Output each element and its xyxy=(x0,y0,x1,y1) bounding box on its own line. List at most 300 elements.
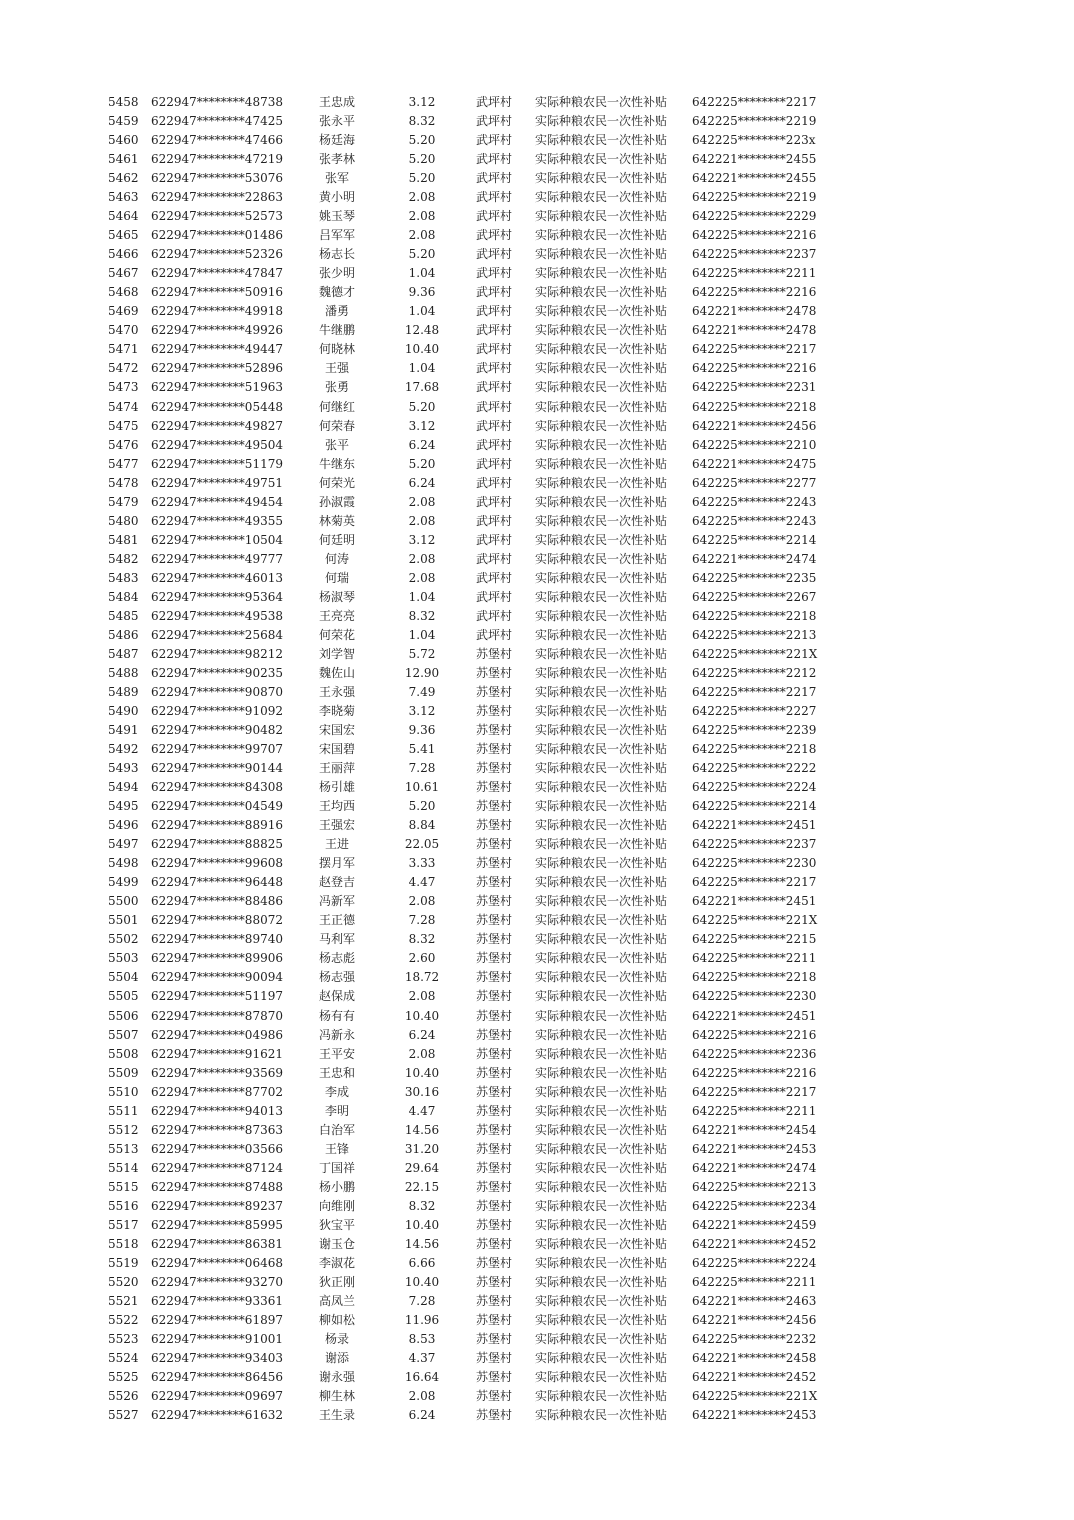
farmer-name: 杨廷海 xyxy=(318,133,355,148)
bank-card-number: 622947********87363 xyxy=(151,1122,283,1137)
subsidy-type: 实际种粮农民一次性补贴 xyxy=(535,475,668,490)
id-card-number: 642225********2211 xyxy=(692,1274,817,1289)
table-row xyxy=(0,759,1074,778)
subsidy-type: 实际种粮农民一次性补贴 xyxy=(535,1408,668,1423)
farmer-name: 宋国碧 xyxy=(318,742,355,757)
row-number: 5467 xyxy=(108,266,139,281)
bank-card-number: 622947********61632 xyxy=(151,1408,283,1423)
subsidy-amount: 7.28 xyxy=(408,761,436,776)
subsidy-amount: 2.08 xyxy=(408,209,436,224)
subsidy-amount: 2.08 xyxy=(408,989,436,1004)
id-card-number: 642225********2243 xyxy=(692,513,817,528)
farmer-name: 谢添 xyxy=(324,1351,349,1366)
farmer-name: 赵登吉 xyxy=(318,875,355,890)
village-name: 苏堡村 xyxy=(476,665,513,680)
subsidy-type: 实际种粮农民一次性补贴 xyxy=(535,799,668,814)
id-card-number: 642225********2219 xyxy=(692,114,817,129)
farmer-name: 何廷明 xyxy=(318,532,355,547)
id-card-number: 642225********2211 xyxy=(692,266,817,281)
subsidy-amount: 5.20 xyxy=(408,799,436,814)
village-name: 武坪村 xyxy=(476,209,513,224)
farmer-name: 向维刚 xyxy=(318,1198,355,1213)
bank-card-number: 622947********46013 xyxy=(151,570,283,585)
subsidy-amount: 5.20 xyxy=(408,399,436,414)
subsidy-amount: 3.12 xyxy=(408,418,436,433)
id-card-number: 642225********2214 xyxy=(692,532,817,547)
bank-card-number: 622947********04986 xyxy=(151,1027,283,1042)
row-number: 5497 xyxy=(108,837,139,852)
village-name: 武坪村 xyxy=(476,437,513,452)
subsidy-type: 实际种粮农民一次性补贴 xyxy=(535,665,668,680)
bank-card-number: 622947********03566 xyxy=(151,1141,283,1156)
subsidy-type: 实际种粮农民一次性补贴 xyxy=(535,304,668,319)
subsidy-type: 实际种粮农民一次性补贴 xyxy=(535,266,668,281)
id-card-number: 642221********2451 xyxy=(692,1008,817,1023)
table-row xyxy=(0,1102,1074,1121)
village-name: 武坪村 xyxy=(476,513,513,528)
id-card-number: 642225********221X xyxy=(692,913,818,928)
subsidy-amount: 10.40 xyxy=(404,1217,440,1232)
id-card-number: 642225********2216 xyxy=(692,361,817,376)
farmer-name: 谢永强 xyxy=(318,1370,355,1385)
subsidy-type: 实际种粮农民一次性补贴 xyxy=(535,837,668,852)
table-row xyxy=(0,1064,1074,1083)
farmer-name: 王生录 xyxy=(318,1408,355,1423)
village-name: 武坪村 xyxy=(476,551,513,566)
subsidy-amount: 10.61 xyxy=(404,780,440,795)
village-name: 苏堡村 xyxy=(476,761,513,776)
subsidy-amount: 5.20 xyxy=(408,133,436,148)
id-card-number: 642225********221X xyxy=(692,646,818,661)
farmer-name: 王丽萍 xyxy=(318,761,355,776)
farmer-name: 杨录 xyxy=(324,1332,349,1347)
bank-card-number: 622947********88916 xyxy=(151,818,283,833)
row-number: 5461 xyxy=(108,152,139,167)
id-card-number: 642221********2455 xyxy=(692,152,817,167)
bank-card-number: 622947********52326 xyxy=(151,247,283,262)
row-number: 5511 xyxy=(108,1103,139,1118)
subsidy-type: 实际种粮农民一次性补贴 xyxy=(535,951,668,966)
id-card-number: 642225********2216 xyxy=(692,228,817,243)
bank-card-number: 622947********89237 xyxy=(151,1198,283,1213)
bank-card-number: 622947********93403 xyxy=(151,1351,283,1366)
subsidy-type: 实际种粮农民一次性补贴 xyxy=(535,761,668,776)
bank-card-number: 622947********01486 xyxy=(151,228,283,243)
village-name: 武坪村 xyxy=(476,608,513,623)
subsidy-type: 实际种粮农民一次性补贴 xyxy=(535,932,668,947)
row-number: 5468 xyxy=(108,285,139,300)
subsidy-type: 实际种粮农民一次性补贴 xyxy=(535,608,668,623)
village-name: 武坪村 xyxy=(476,266,513,281)
bank-card-number: 622947********61897 xyxy=(151,1313,283,1327)
subsidy-type: 实际种粮农民一次性补贴 xyxy=(535,780,668,795)
row-number: 5504 xyxy=(108,970,139,985)
row-number: 5518 xyxy=(108,1236,139,1251)
village-name: 苏堡村 xyxy=(476,818,513,833)
subsidy-type: 实际种粮农民一次性补贴 xyxy=(535,723,668,738)
id-card-number: 642225********2217 xyxy=(692,95,817,109)
id-card-number: 642225********2215 xyxy=(692,932,817,947)
table-row xyxy=(0,169,1074,188)
village-name: 苏堡村 xyxy=(476,1255,513,1270)
row-number: 5496 xyxy=(108,818,139,833)
id-card-number: 642225********2216 xyxy=(692,1027,817,1042)
bank-card-number: 622947********52896 xyxy=(151,361,283,376)
id-card-number: 642225********2222 xyxy=(692,761,817,776)
id-card-number: 642225********2234 xyxy=(692,1198,817,1213)
table-row xyxy=(0,1235,1074,1254)
village-name: 苏堡村 xyxy=(476,1198,513,1213)
farmer-name: 王正德 xyxy=(318,913,355,928)
farmer-name: 李明 xyxy=(324,1103,349,1118)
row-number: 5502 xyxy=(108,932,139,947)
row-number: 5458 xyxy=(108,95,139,109)
village-name: 武坪村 xyxy=(476,494,513,509)
subsidy-type: 实际种粮农民一次性补贴 xyxy=(535,913,668,928)
subsidy-type: 实际种粮农民一次性补贴 xyxy=(535,532,668,547)
id-card-number: 642221********2478 xyxy=(692,304,817,319)
table-row xyxy=(0,892,1074,911)
row-number: 5519 xyxy=(108,1255,139,1270)
village-name: 武坪村 xyxy=(476,342,513,357)
table-row xyxy=(0,112,1074,131)
row-number: 5508 xyxy=(108,1046,139,1061)
subsidy-type: 实际种粮农民一次性补贴 xyxy=(535,190,668,205)
table-row xyxy=(0,797,1074,816)
bank-card-number: 622947********51963 xyxy=(151,380,283,395)
subsidy-type: 实际种粮农民一次性补贴 xyxy=(535,380,668,395)
row-number: 5512 xyxy=(108,1122,139,1137)
village-name: 武坪村 xyxy=(476,152,513,167)
farmer-name: 何涛 xyxy=(324,551,349,566)
village-name: 苏堡村 xyxy=(476,837,513,852)
table-row xyxy=(0,1178,1074,1197)
subsidy-amount: 1.04 xyxy=(408,361,436,376)
subsidy-amount: 6.24 xyxy=(408,475,436,490)
village-name: 武坪村 xyxy=(476,190,513,205)
row-number: 5493 xyxy=(108,761,139,776)
bank-card-number: 622947********53076 xyxy=(151,171,283,186)
village-name: 苏堡村 xyxy=(476,704,513,718)
farmer-name: 林菊英 xyxy=(318,513,355,528)
subsidy-type: 实际种粮农民一次性补贴 xyxy=(535,970,668,985)
village-name: 苏堡村 xyxy=(476,780,513,795)
id-card-number: 642221********2456 xyxy=(692,1313,817,1327)
table-row xyxy=(0,702,1074,721)
village-name: 苏堡村 xyxy=(476,1274,513,1289)
row-number: 5521 xyxy=(108,1293,139,1308)
subsidy-amount: 10.40 xyxy=(404,1274,440,1289)
table-row xyxy=(0,1349,1074,1368)
table-row xyxy=(0,1197,1074,1216)
id-card-number: 642225********2231 xyxy=(692,380,817,395)
bank-card-number: 622947********93569 xyxy=(151,1065,283,1080)
table-row xyxy=(0,131,1074,150)
table-row xyxy=(0,1140,1074,1159)
farmer-name: 李晓菊 xyxy=(318,704,355,718)
village-name: 苏堡村 xyxy=(476,1389,513,1404)
table-row xyxy=(0,987,1074,1006)
row-number: 5481 xyxy=(108,532,139,547)
row-number: 5470 xyxy=(108,323,139,338)
table-row xyxy=(0,245,1074,264)
id-card-number: 642221********2459 xyxy=(692,1217,817,1232)
row-number: 5503 xyxy=(108,951,139,966)
id-card-number: 642221********2456 xyxy=(692,418,817,433)
bank-card-number: 622947********89906 xyxy=(151,951,283,966)
farmer-name: 杨志强 xyxy=(318,970,355,985)
bank-card-number: 622947********04549 xyxy=(151,799,283,814)
row-number: 5510 xyxy=(108,1084,139,1099)
subsidy-amount: 12.90 xyxy=(404,665,440,680)
village-name: 苏堡村 xyxy=(476,1122,513,1137)
village-name: 苏堡村 xyxy=(476,1217,513,1232)
id-card-number: 642225********2217 xyxy=(692,684,817,699)
bank-card-number: 622947********90482 xyxy=(151,723,283,738)
table-row xyxy=(0,930,1074,949)
id-card-number: 642225********2237 xyxy=(692,837,817,852)
village-name: 武坪村 xyxy=(476,171,513,186)
table-row xyxy=(0,302,1074,321)
subsidy-amount: 2.08 xyxy=(408,190,436,205)
id-card-number: 642225********2243 xyxy=(692,494,817,509)
bank-card-number: 622947********90144 xyxy=(151,761,283,776)
farmer-name: 杨有有 xyxy=(318,1008,355,1023)
village-name: 苏堡村 xyxy=(476,875,513,890)
row-number: 5484 xyxy=(108,589,139,604)
id-card-number: 642225********2237 xyxy=(692,247,817,262)
table-row xyxy=(0,1406,1074,1425)
bank-card-number: 622947********47425 xyxy=(151,114,283,129)
farmer-name: 摆月军 xyxy=(318,856,355,871)
subsidy-type: 实际种粮农民一次性补贴 xyxy=(535,152,668,167)
subsidy-type: 实际种粮农民一次性补贴 xyxy=(535,285,668,300)
subsidy-amount: 8.32 xyxy=(408,932,436,947)
subsidy-type: 实际种粮农民一次性补贴 xyxy=(535,742,668,757)
subsidy-amount: 10.40 xyxy=(404,1008,440,1023)
bank-card-number: 622947********49454 xyxy=(151,494,283,509)
id-card-number: 642225********2218 xyxy=(692,399,817,414)
row-number: 5466 xyxy=(108,247,139,262)
table-row xyxy=(0,283,1074,302)
table-row xyxy=(0,854,1074,873)
subsidy-amount: 8.53 xyxy=(408,1332,436,1347)
id-card-number: 642221********2463 xyxy=(692,1293,817,1308)
subsidy-amount: 4.47 xyxy=(408,1103,436,1118)
village-name: 苏堡村 xyxy=(476,742,513,757)
row-number: 5464 xyxy=(108,209,139,224)
row-number: 5522 xyxy=(108,1313,139,1327)
subsidy-type: 实际种粮农民一次性补贴 xyxy=(535,1217,668,1232)
subsidy-type: 实际种粮农民一次性补贴 xyxy=(535,114,668,129)
row-number: 5460 xyxy=(108,133,139,148)
id-card-number: 642225********2213 xyxy=(692,627,817,642)
subsidy-amount: 10.40 xyxy=(404,1065,440,1080)
village-name: 苏堡村 xyxy=(476,1370,513,1385)
village-name: 武坪村 xyxy=(476,399,513,414)
id-card-number: 642225********2224 xyxy=(692,1255,817,1270)
id-card-number: 642225********2229 xyxy=(692,209,817,224)
subsidy-type: 实际种粮农民一次性补贴 xyxy=(535,513,668,528)
bank-card-number: 622947********87702 xyxy=(151,1084,283,1099)
village-name: 苏堡村 xyxy=(476,684,513,699)
subsidy-type: 实际种粮农民一次性补贴 xyxy=(535,399,668,414)
row-number: 5479 xyxy=(108,494,139,509)
id-card-number: 642225********2214 xyxy=(692,799,817,814)
table-row xyxy=(0,1254,1074,1273)
subsidy-type: 实际种粮农民一次性补贴 xyxy=(535,989,668,1004)
subsidy-type: 实际种粮农民一次性补贴 xyxy=(535,1274,668,1289)
table-row xyxy=(0,359,1074,378)
village-name: 苏堡村 xyxy=(476,1408,513,1423)
id-card-number: 642225********2277 xyxy=(692,475,817,490)
table-row xyxy=(0,1273,1074,1292)
table-row xyxy=(0,1368,1074,1387)
row-number: 5513 xyxy=(108,1141,139,1156)
id-card-number: 642225********2212 xyxy=(692,665,817,680)
subsidy-amount: 16.64 xyxy=(404,1370,440,1385)
row-number: 5463 xyxy=(108,190,139,205)
id-card-number: 642225********2218 xyxy=(692,742,817,757)
village-name: 武坪村 xyxy=(476,247,513,262)
table-row xyxy=(0,721,1074,740)
subsidy-type: 实际种粮农民一次性补贴 xyxy=(535,1027,668,1042)
bank-card-number: 622947********88825 xyxy=(151,837,283,852)
table-row xyxy=(0,1083,1074,1102)
subsidy-type: 实际种粮农民一次性补贴 xyxy=(535,551,668,566)
row-number: 5520 xyxy=(108,1274,139,1289)
bank-card-number: 622947********52573 xyxy=(151,209,283,224)
id-card-number: 642225********2230 xyxy=(692,989,817,1004)
farmer-name: 王进 xyxy=(324,837,349,852)
row-number: 5514 xyxy=(108,1160,139,1175)
row-number: 5509 xyxy=(108,1065,139,1080)
subsidy-amount: 3.33 xyxy=(408,856,436,871)
farmer-name: 白治军 xyxy=(318,1122,355,1137)
village-name: 武坪村 xyxy=(476,456,513,471)
farmer-name: 赵保成 xyxy=(318,989,355,1004)
table-row xyxy=(0,740,1074,759)
bank-card-number: 622947********22863 xyxy=(151,190,283,205)
subsidy-amount: 30.16 xyxy=(404,1084,440,1099)
bank-card-number: 622947********51179 xyxy=(151,456,283,471)
village-name: 苏堡村 xyxy=(476,989,513,1004)
table-row xyxy=(0,911,1074,930)
bank-card-number: 622947********88486 xyxy=(151,894,283,909)
bank-card-number: 622947********99608 xyxy=(151,856,283,871)
subsidy-amount: 29.64 xyxy=(404,1160,440,1175)
bank-card-number: 622947********84308 xyxy=(151,780,283,795)
village-name: 苏堡村 xyxy=(476,1293,513,1308)
subsidy-amount: 9.36 xyxy=(408,723,436,738)
subsidy-type: 实际种粮农民一次性补贴 xyxy=(535,1198,668,1213)
table-row xyxy=(0,1216,1074,1235)
row-number: 5507 xyxy=(108,1027,139,1042)
id-card-number: 642225********2218 xyxy=(692,970,817,985)
subsidy-amount: 7.49 xyxy=(408,684,436,699)
farmer-name: 张勇 xyxy=(324,380,349,395)
subsidy-amount: 6.24 xyxy=(408,1408,436,1423)
table-row xyxy=(0,455,1074,474)
row-number: 5526 xyxy=(108,1389,139,1404)
subsidy-type: 实际种粮农民一次性补贴 xyxy=(535,1293,668,1308)
subsidy-type: 实际种粮农民一次性补贴 xyxy=(535,1122,668,1137)
farmer-name: 刘学智 xyxy=(318,646,355,661)
bank-card-number: 622947********25684 xyxy=(151,627,283,642)
farmer-name: 何瑞 xyxy=(324,570,349,585)
table-row xyxy=(0,1311,1074,1330)
farmer-name: 杨引雄 xyxy=(318,780,355,795)
village-name: 苏堡村 xyxy=(476,1008,513,1023)
subsidy-type: 实际种粮农民一次性补贴 xyxy=(535,133,668,148)
village-name: 苏堡村 xyxy=(476,1313,513,1327)
row-number: 5474 xyxy=(108,399,139,414)
table-row xyxy=(0,531,1074,550)
subsidy-amount: 3.12 xyxy=(408,704,436,718)
subsidy-amount: 5.20 xyxy=(408,456,436,471)
bank-card-number: 622947********49504 xyxy=(151,437,283,452)
table-row xyxy=(0,607,1074,626)
farmer-name: 吕军军 xyxy=(318,228,355,243)
village-name: 苏堡村 xyxy=(476,1103,513,1118)
village-name: 苏堡村 xyxy=(476,799,513,814)
farmer-name: 何荣春 xyxy=(318,418,355,433)
subsidy-type: 实际种粮农民一次性补贴 xyxy=(535,1370,668,1385)
id-card-number: 642221********2454 xyxy=(692,1122,817,1137)
bank-card-number: 622947********47847 xyxy=(151,266,283,281)
subsidy-amount: 1.04 xyxy=(408,304,436,319)
id-card-number: 642221********2475 xyxy=(692,456,817,471)
table-row xyxy=(0,1159,1074,1178)
subsidy-type: 实际种粮农民一次性补贴 xyxy=(535,1046,668,1061)
subsidy-type: 实际种粮农民一次性补贴 xyxy=(535,1389,668,1404)
subsidy-amount: 1.04 xyxy=(408,627,436,642)
village-name: 武坪村 xyxy=(476,133,513,148)
subsidy-type: 实际种粮农民一次性补贴 xyxy=(535,342,668,357)
row-number: 5477 xyxy=(108,456,139,471)
village-name: 武坪村 xyxy=(476,589,513,604)
table-row xyxy=(0,93,1074,112)
table-row xyxy=(0,873,1074,892)
row-number: 5491 xyxy=(108,723,139,738)
farmer-name: 牛继鹏 xyxy=(318,323,355,338)
subsidy-amount: 1.04 xyxy=(408,266,436,281)
subsidy-amount: 4.47 xyxy=(408,875,436,890)
subsidy-type: 实际种粮农民一次性补贴 xyxy=(535,646,668,661)
bank-card-number: 622947********51197 xyxy=(151,989,283,1004)
table-row xyxy=(0,207,1074,226)
id-card-number: 642225********2232 xyxy=(692,1332,817,1347)
id-card-number: 642225********2239 xyxy=(692,723,817,738)
village-name: 武坪村 xyxy=(476,475,513,490)
id-card-number: 642225********2227 xyxy=(692,704,817,718)
id-card-number: 642225********2217 xyxy=(692,875,817,890)
village-name: 武坪村 xyxy=(476,304,513,319)
id-card-number: 642225********2211 xyxy=(692,1103,817,1118)
farmer-name: 马利军 xyxy=(318,932,355,947)
id-card-number: 642221********2453 xyxy=(692,1141,817,1156)
id-card-number: 642225********2217 xyxy=(692,342,817,357)
farmer-name: 张孝林 xyxy=(318,152,355,167)
subsidy-type: 实际种粮农民一次性补贴 xyxy=(535,589,668,604)
subsidy-type: 实际种粮农民一次性补贴 xyxy=(535,494,668,509)
bank-card-number: 622947********49777 xyxy=(151,551,283,566)
bank-card-number: 622947********49447 xyxy=(151,342,283,357)
row-number: 5487 xyxy=(108,646,139,661)
village-name: 苏堡村 xyxy=(476,646,513,661)
bank-card-number: 622947********50916 xyxy=(151,285,283,300)
bank-card-number: 622947********93270 xyxy=(151,1274,283,1289)
